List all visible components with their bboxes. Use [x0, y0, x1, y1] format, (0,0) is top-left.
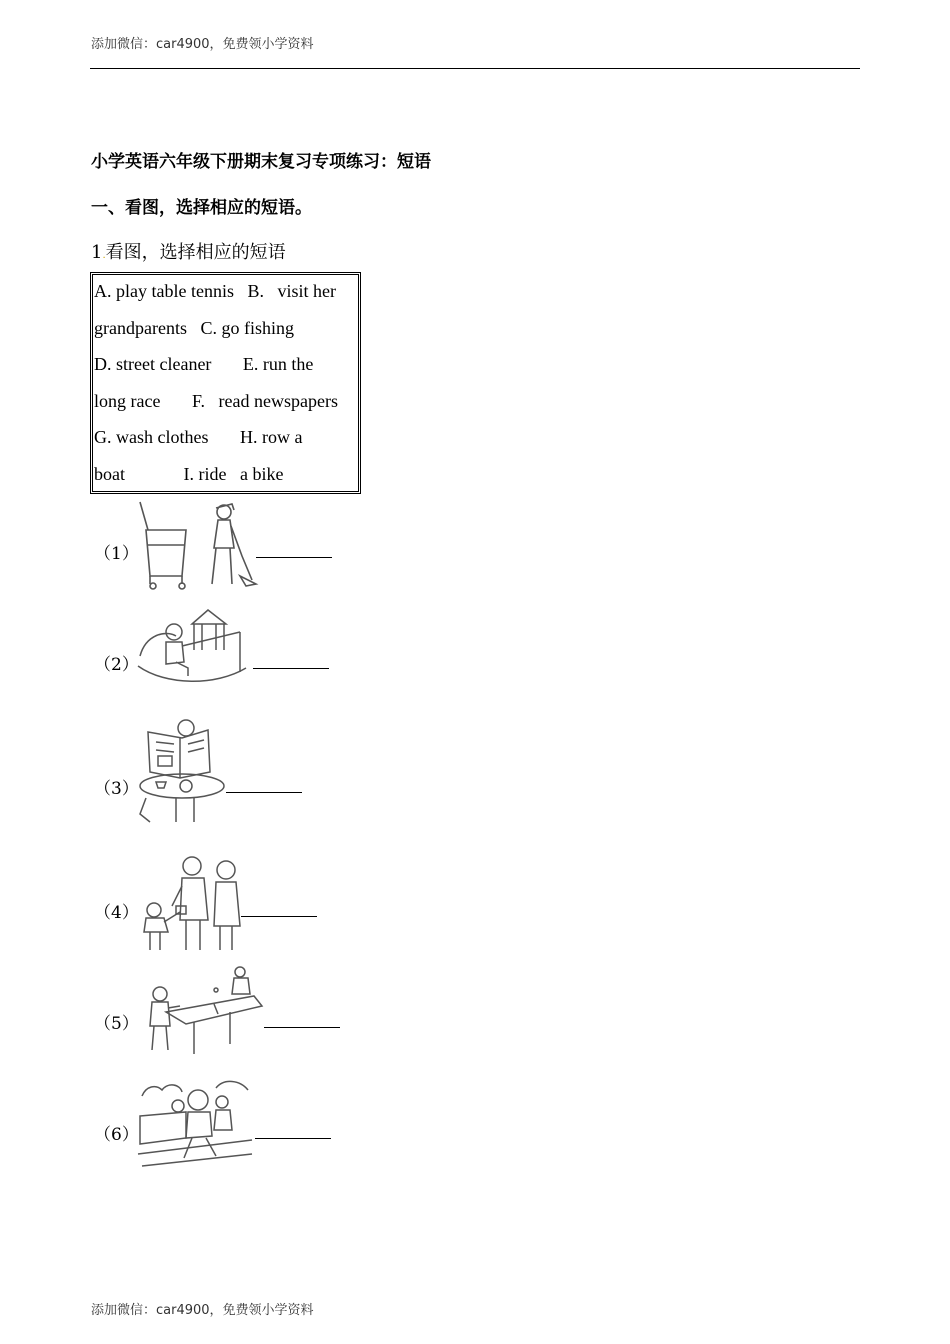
options-line: G. wash clothes H. row a [94, 427, 303, 447]
item-label-1: （1） [94, 544, 139, 564]
item-label-6: （6） [94, 1125, 139, 1145]
question-label [91, 238, 286, 264]
page-title: 小学英语六年级下册期末复习专项练习：短语 [91, 152, 431, 172]
options-line: boat I. ride a bike [94, 464, 284, 484]
reading-newspaper-picture [136, 718, 228, 826]
options-box [90, 272, 361, 494]
table-tennis-picture [136, 966, 264, 1056]
running-race-picture [136, 1076, 254, 1168]
options-line: long race F. read newspapers [94, 391, 338, 411]
fishing-picture [136, 606, 254, 686]
answer-blank-4[interactable] [241, 916, 317, 917]
item-label-5: （5） [94, 1014, 139, 1034]
answer-blank-3[interactable] [226, 792, 302, 793]
options-line: D. street cleaner E. run the [94, 354, 314, 374]
item-label-3: （3） [94, 779, 139, 799]
header-rule [90, 68, 860, 69]
options-line: A. play table tennis B. visit her [94, 281, 336, 301]
question-number: 1 [91, 242, 103, 263]
answer-blank-2[interactable] [253, 668, 329, 669]
section-heading: 一、看图，选择相应的短语。 [91, 198, 312, 218]
answer-blank-1[interactable] [256, 557, 332, 558]
visiting-grandparents-picture [136, 852, 244, 954]
question-text: 看图，选择相应的短语 [105, 242, 286, 263]
answer-blank-5[interactable] [264, 1027, 340, 1028]
footer-text: 添加微信：car4900，免费领小学资料 [91, 1303, 314, 1318]
header-text: 添加微信：car4900，免费领小学资料 [91, 37, 314, 52]
question-dot: . [102, 250, 106, 261]
street-cleaner-picture [136, 500, 260, 590]
answer-blank-6[interactable] [255, 1138, 331, 1139]
options-line: grandparents C. go fishing [94, 318, 294, 338]
item-label-2: （2） [94, 655, 139, 675]
item-label-4: （4） [94, 903, 139, 923]
